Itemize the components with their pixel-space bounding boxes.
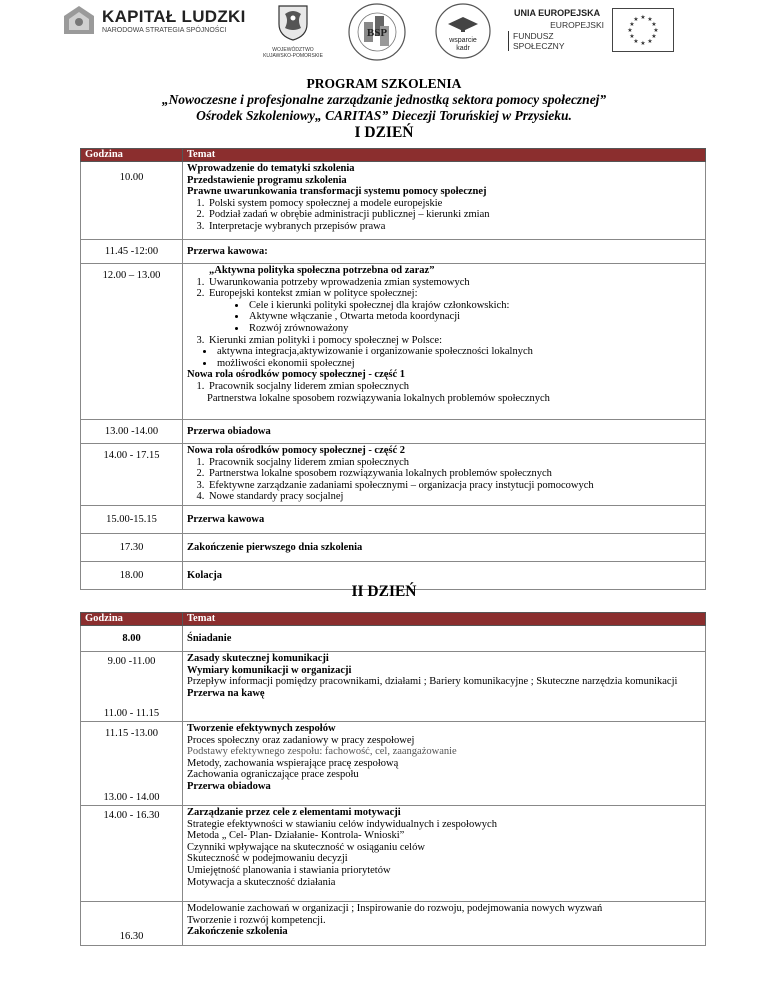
svg-text:★: ★ [633,16,639,23]
wojewodztwo-label-1: WOJEWÓDZTWO [272,47,314,53]
topic-line: Czynniki wpływające na skuteczność w osiąganiu celów [187,841,425,853]
table-row [81,806,706,902]
column-header-topic: Temat [183,613,706,626]
bullet-item: • Cele i kierunki polityki społecznej dla krajów członkowskich: [247,300,701,312]
bullet-item: • Rozwój zrównoważony [247,323,701,335]
table-row [81,534,706,562]
topic-line: Skuteczność w podejmowaniu decyzji [187,853,348,865]
bullet-list [209,346,701,369]
bullet-item: • możliwości ekonomii społecznej [215,358,701,370]
svg-text:★: ★ [647,38,653,45]
list-item: 1. Polski system pomocy społecznej a modele europejskie [207,198,701,210]
row-time: 17.30 [81,534,183,562]
table-row [81,420,706,444]
row-topic [183,264,706,420]
svg-text:★: ★ [627,27,633,34]
eu-flag-icon [612,8,674,52]
topic-heading: Nowa rola ośrodków pomocy społecznej - część 2 [187,445,406,456]
row-topic: Kolacja [183,562,706,590]
list-item [207,288,701,334]
topic-break: Przerwa na kawę [187,687,265,699]
list-item: 1. Uwarunkowania potrzeby wprowadzenia zmian systemowych [207,277,701,289]
row-topic [183,652,706,722]
topic-heading: Tworzenie efektywnych zespołów [187,723,336,734]
bsp-seal-text: BSP [366,27,388,39]
table-row [81,240,706,264]
row-topic [183,162,706,240]
svg-text:★: ★ [640,40,646,47]
list-item: 2. Podział zadań w obrębie administracji publicznej – kierunki zmian [207,209,701,221]
row-time [81,722,183,806]
program-title: PROGRAM SZKOLENIA [306,76,462,91]
topic-line: Umiejętność planowania i stawiania priorytetów [187,864,391,876]
column-header-time: Godzina [81,613,183,626]
row-topic: Przerwa obiadowa [183,420,706,444]
row-time: 13.00 -14.00 [81,420,183,444]
row-time: 10.00 [81,162,183,240]
time-start: 11.15 -13.00 [105,728,158,739]
svg-text:★: ★ [629,21,635,28]
topic-list [187,381,701,393]
row-time [81,652,183,722]
ue-fund-1: EUROPEJSKI [550,20,604,30]
svg-text:★: ★ [653,27,659,34]
svg-text:★: ★ [629,33,635,40]
svg-text:★: ★ [640,14,646,21]
row-time: 15.00-15.15 [81,506,183,534]
table-row [81,722,706,806]
topic-heading: Przedstawienie programu szkolenia [187,174,347,186]
topic-list [187,198,701,233]
table-row [81,506,706,534]
time-break: 13.00 - 14.00 [103,791,160,803]
row-topic: Przerwa kawowa: [183,240,706,264]
bullet-item: • aktywna integracja,aktywizowanie i organizowanie społeczności lokalnych [215,346,701,358]
kadr-label: kadr [456,45,470,52]
table-header-row [81,149,706,162]
svg-text:★: ★ [651,21,657,28]
table-row [81,162,706,240]
wojewodztwo-logo [260,2,326,59]
list-item: 1. Pracownik socjalny liderem zmian społecznych [207,381,701,393]
row-topic [183,722,706,806]
topic-heading: Zasady skutecznej komunikacji [187,653,329,664]
day2-schedule-table [80,612,706,946]
list-item-text: Europejski kontekst zmian w polityce społecznej: [209,288,418,300]
bullet-list [209,300,701,335]
topic-line: Metoda „ Cel- Plan- Działanie- Kontrola- Wnioski” [187,830,405,842]
row-topic [183,444,706,506]
table-row [81,626,706,652]
table-row [81,652,706,722]
topic-list [187,457,701,503]
day2-heading: II DZIEŃ [351,583,417,600]
kapital-ludzki-title: KAPITAŁ LUDZKI [102,7,246,26]
row-topic [183,806,706,902]
svg-text:★: ★ [647,16,653,23]
row-time: 18.00 [81,562,183,590]
list-item: 4. Nowe standardy pracy socjalnej [207,491,701,503]
topic-heading: Nowa rola ośrodków pomocy społecznej - część 1 [187,369,406,381]
program-title-block [0,76,768,142]
list-item: 3. Interpretacje wybranych przepisów prawa [207,221,701,233]
day1-schedule-table [80,148,706,590]
wsparcie-kadr-logo [428,2,498,60]
wsparcie-label: wsparcie [449,37,477,44]
row-topic: Przerwa kawowa [183,506,706,534]
time-start: 9.00 -11.00 [107,656,156,667]
topic-line: Partnerstwa lokalne sposobem rozwiązywania lokalnych problemów społecznych [207,392,550,404]
topic-line: Modelowanie zachowań w organizacji ; Inspirowanie do rozwoju, podejmowania nowych wyzwań [187,903,603,914]
row-time: 11.45 -12:00 [81,240,183,264]
row-time: 16.30 [81,902,183,946]
column-header-time: Godzina [81,149,183,162]
row-topic: Zakończenie pierwszego dnia szkolenia [183,534,706,562]
topic-line: Strategie efektywności w stawianiu celów indywidualnych i zespołowych [187,818,497,830]
topic-line: Metody, zachowania wspierające pracę zespołową [187,757,399,769]
ue-text-logo [508,8,604,51]
topic-heading: „Aktywna polityka społeczna potrzebna od zaraz” [209,265,435,276]
day1-heading: I DZIEŃ [354,124,414,141]
list-item: 3. Efektywne zarządzanie zadaniami społecznymi – organizacja pracy instytucji pomocowych [207,480,701,492]
kapital-ludzki-subtitle: NARODOWA STRATEGIA SPÓJNOŚCI [102,27,227,34]
ue-title: UNIA EUROPEJSKA [514,8,601,18]
list-item-text: Kierunki zmian polityki i pomocy społecznej w Polsce: [209,334,442,346]
time-break: 11.00 - 11.15 [103,707,160,719]
topic-break: Przerwa obiadowa [187,780,271,792]
list-item: 1. Pracownik socjalny liderem zmian społecznych [207,457,701,469]
row-time: 12.00 – 13.00 [81,264,183,420]
row-time: 14.00 - 16.30 [81,806,183,902]
training-venue: Ośrodek Szkoleniowy„ CARITAS” Diecezji Toruńskiej w Przysieku. [196,108,572,123]
topic-line: Proces społeczny oraz zadaniowy w pracy zespołowej [187,734,415,746]
row-time: 8.00 [81,626,183,652]
table-header-row [81,613,706,626]
coat-of-arms-icon [273,2,313,42]
topic-heading: Prawne uwarunkowania transformacji systemu pomocy społecznej [187,186,487,198]
kapital-ludzki-logo [62,4,246,38]
row-topic: Śniadanie [183,626,706,652]
table-row [81,264,706,420]
training-name: „Nowoczesne i profesjonalne zarządzanie jednostką sektora pomocy społecznej” [161,92,607,107]
row-time: 14.00 - 17.15 [81,444,183,506]
list-item: 2. Partnerstwa lokalne sposobem rozwiązywania lokalnych problemów społecznych [207,468,701,480]
topic-heading: Wymiary komunikacji w organizacji [187,664,352,676]
topic-heading: Wprowadzenie do tematyki szkolenia [187,163,355,174]
svg-text:★: ★ [651,33,657,40]
bsp-seal-logo [334,2,420,62]
table-row [81,444,706,506]
topic-line: Tworzenie i rozwój kompetencji. [187,914,326,926]
topic-line: Motywacja a skuteczność działania [187,876,336,888]
topic-list [187,277,701,370]
list-item [207,335,701,370]
row-topic [183,902,706,946]
topic-heading: Zarządzanie przez cele z elementami motywacji [187,807,401,818]
topic-line: Przepływ informacji pomiędzy pracownikami, działami ; Bariery komunikacyjne ; Skuteczne narzędzia komunikacji [187,676,678,688]
ue-fund-2: FUNDUSZ SPOŁECZNY [508,31,604,51]
kapital-ludzki-emblem-icon [62,4,96,38]
column-header-topic: Temat [183,149,706,162]
topic-line: Zachowania ograniczające prace zespołu [187,769,359,781]
topic-line: Podstawy efektywnego zespołu: fachowość, cel, zaangażowanie [187,746,457,758]
table-row [81,902,706,946]
bullet-item: • Aktywne włączanie , Otwarta metoda koordynacji [247,311,701,323]
topic-heading: Zakończenie szkolenia [187,926,288,938]
svg-text:★: ★ [633,38,639,45]
header-logos [0,0,768,64]
wojewodztwo-label-2: KUJAWSKO-POMORSKIE [263,53,323,59]
